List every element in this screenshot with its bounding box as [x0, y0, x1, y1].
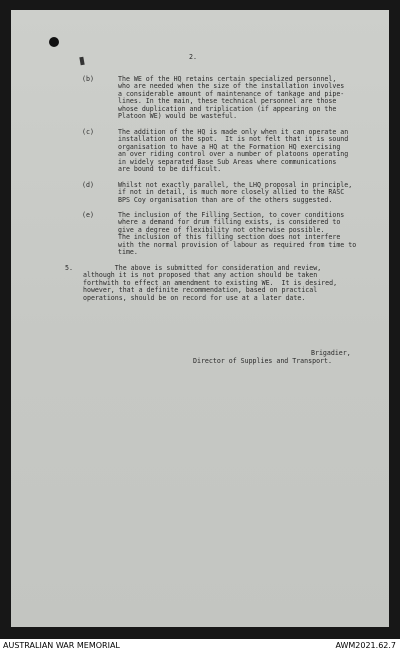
- paragraph-line: in widely separated Base Sub Areas where communications: [118, 157, 337, 166]
- paragraph-line: installation on the spot. It is not felt that it is sound: [118, 135, 349, 144]
- signature-title: Director of Supplies and Transport.: [193, 357, 332, 365]
- archive-footer: [0, 640, 400, 653]
- paragraph-line: if not in detail, is much more closely allied to the RASC: [118, 188, 345, 197]
- paragraph-e: [118, 212, 356, 256]
- paragraph-line: The addition of the HQ is made only when it can operate an: [118, 128, 349, 136]
- accession-number: AWM2021.62.7: [335, 641, 396, 650]
- pencil-mark: [79, 57, 84, 66]
- paragraph-line: forthwith to effect an amendment to existing WE. It is desired,: [83, 278, 338, 287]
- paragraph-line: organisation to have a HQ at the Formation HQ exercising: [118, 142, 341, 151]
- paragraph-line: however, that a definite recommendation, based on practical: [83, 286, 318, 295]
- paragraph-d-label: (d): [82, 181, 94, 189]
- paragraph-line: whose duplication and triplication (if appearing on the: [118, 104, 337, 113]
- paragraph-line: with the normal provision of labour as required from time to: [118, 240, 357, 249]
- paragraph-line: The above is submitted for consideration and review,: [83, 264, 322, 272]
- paragraph-line: time.: [118, 248, 138, 257]
- paragraph-line: Whilst not exactly parallel, the LHQ proposal in principle,: [118, 181, 353, 189]
- signature-rank: Brigadier,: [311, 349, 351, 357]
- punch-hole: [49, 37, 59, 47]
- paragraph-line: where a demand for drum filling exists, is considered to: [118, 218, 341, 227]
- paragraph-5: [83, 265, 337, 302]
- page-number: 2.: [189, 53, 197, 61]
- paragraph-5-label: 5.: [65, 264, 73, 272]
- paragraph-line: are bound to be difficult.: [118, 165, 222, 174]
- paragraph-line: The inclusion of the Filling Section, to cover conditions: [118, 211, 345, 219]
- paragraph-line: an over riding control over a number of platoons operating: [118, 150, 349, 159]
- paragraph-c-label: (c): [82, 128, 94, 136]
- paragraph-line: a considerable amount of maintenance of tankage and pipe-: [118, 89, 345, 98]
- paragraph-line: give a degree of flexibility not otherwise possible.: [118, 225, 325, 234]
- document-page: [11, 10, 389, 627]
- paragraph-line: who are needed when the size of the installation involves: [118, 82, 345, 91]
- paragraph-c: [118, 129, 348, 173]
- paragraph-line: The inclusion of this filling section does not interfere: [118, 233, 341, 242]
- paragraph-line: operations, should be on record for use at a later date.: [83, 293, 306, 302]
- paragraph-d: [118, 182, 352, 204]
- paragraph-line: Platoon WE) would be wasteful.: [118, 112, 238, 121]
- paragraph-line: BPS Coy organisation than are of the others suggested.: [118, 195, 333, 204]
- paragraph-b-label: (b): [82, 75, 94, 83]
- paragraph-e-label: (e): [82, 211, 94, 219]
- paragraph-line: although it is not proposed that any action should be taken: [83, 271, 318, 280]
- paragraph-b: [118, 76, 344, 120]
- paragraph-line: lines. In the main, these technical personnel are those: [118, 97, 337, 106]
- paragraph-line: The WE of the HQ retains certain specialized personnel,: [118, 75, 337, 83]
- institution-credit: AUSTRALIAN WAR MEMORIAL: [3, 641, 120, 650]
